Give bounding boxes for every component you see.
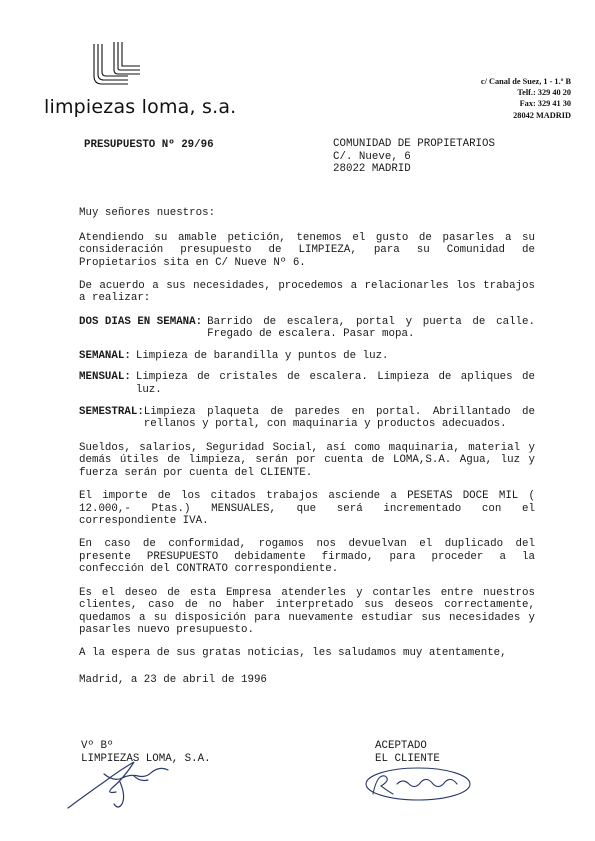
- client-handwritten-signature: [363, 764, 473, 804]
- recipient-line: 28022 MADRID: [333, 163, 411, 176]
- service-frequency: DOS DIAS EN SEMANA:: [79, 315, 203, 328]
- service-item: [79, 316, 535, 341]
- approval-mark: Vº Bº: [81, 740, 114, 752]
- intro-paragraph: Atendiendo su amable petición, tenemos el gusto de pasarles a su consideración presupuesto de LIMPIEZA, para su Comunidad de Propietarios sita en C/ Nueve Nº 6.: [79, 231, 535, 269]
- recipient-line: C/. Nueve, 6: [333, 150, 411, 163]
- company-handwritten-signature: [64, 752, 184, 814]
- letter-date: Madrid, a 23 de abril de 1996: [79, 674, 267, 687]
- recipient-address: [333, 138, 495, 176]
- quote-reference: PRESUPUESTO Nº 29/96: [84, 139, 214, 151]
- farewell-paragraph: A la espera de sus gratas noticias, les saludamos muy atentamente,: [79, 647, 507, 660]
- service-description: Limpieza de cristales de escalera. Limpieza de apliques de luz.: [135, 371, 535, 396]
- ll-monogram-logo: [88, 40, 144, 88]
- address-city: 28042 MADRID: [513, 110, 571, 120]
- company-address: [481, 76, 571, 121]
- conformity-paragraph: En caso de conformidad, rogamos nos devuelvan el duplicado del presente PRESUPUESTO debidamente firmado, para proceder a la confección del CONTRATO correspondiente.: [79, 538, 535, 576]
- address-street: c/ Canal de Suez, 1 - 1.º B: [480, 77, 571, 86]
- service-frequency: SEMESTRAL:: [79, 405, 144, 418]
- accepted-label: ACEPTADO: [375, 740, 427, 752]
- client-label: EL CLIENTE: [375, 752, 440, 765]
- service-item: [79, 371, 535, 396]
- signatory-company: LIMPIEZAS LOMA, S.A.: [81, 752, 211, 765]
- service-item: [79, 406, 535, 431]
- letter-body: [79, 207, 535, 697]
- service-frequency: MENSUAL:: [79, 371, 131, 384]
- recipient-line: COMUNIDAD DE PROPIETARIOS: [333, 138, 495, 150]
- price-paragraph: El importe de los citados trabajos asciende a PESETAS DOCE MIL ( 12.000,- Ptas.) MENSUALES, que será incrementado con el correspondiente IVA.: [79, 490, 535, 528]
- needs-paragraph: De acuerdo a sus necesidades, procedemos a relacionarles los trabajos a realizar:: [79, 279, 535, 305]
- address-phone: Telf.: 329 40 20: [517, 88, 571, 98]
- company-name: limpiezas loma, s.a.: [44, 96, 237, 118]
- service-description: Barrido de escalera, portal y puerta de calle. Fregado de escalera. Pasar mopa.: [207, 315, 535, 341]
- wish-paragraph: Es el deseo de esta Empresa atenderles y contarles entre nuestros clientes, caso de no haber interpretado sus deseos correctamente, quedamos a su disposición para nuevamente estudiar sus necesidades y pasarles nuevo presupuesto.: [79, 586, 535, 637]
- address-fax: Fax: 329 41 30: [519, 99, 571, 109]
- service-description: Limpieza de barandilla y puntos de luz.: [135, 349, 389, 362]
- service-description: Limpieza plaqueta de paredes en portal. Abrillantado de rellanos y portal, con maquinaria y productos adecuados.: [143, 405, 535, 431]
- salutation: Muy señores nuestros:: [79, 207, 216, 219]
- service-frequency: SEMANAL:: [79, 349, 131, 362]
- costs-paragraph: Sueldos, salarios, Seguridad Social, así como maquinaria, material y demás útiles de limpieza, serán por cuenta de LOMA,S.A. Agua, luz y fuerza serán por cuenta del CLIENTE.: [79, 441, 535, 479]
- service-item: [79, 350, 535, 363]
- client-signature-block: [375, 740, 440, 765]
